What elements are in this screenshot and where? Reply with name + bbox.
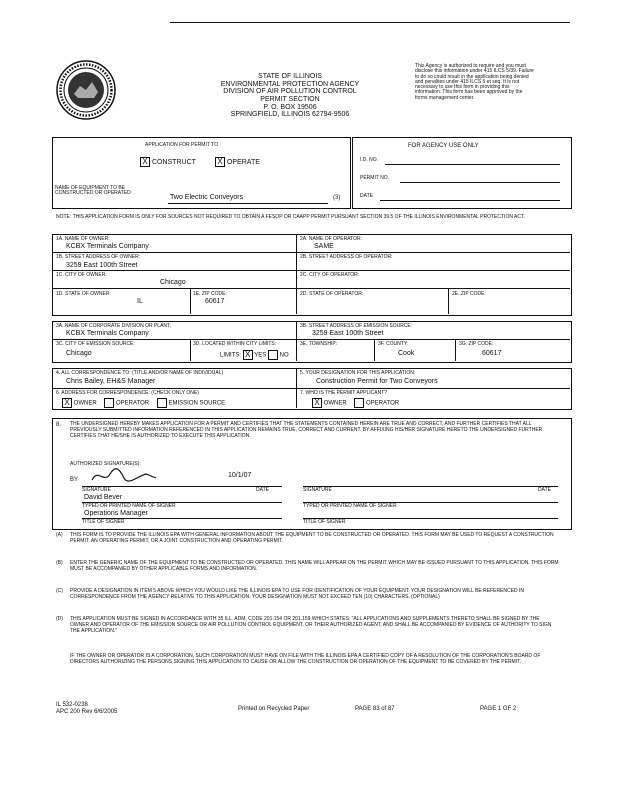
instr-corp-text: IF THE OWNER OR OPERATOR IS A CORPORATION, SUCH CORPORATION MUST HAVE ON FILE WITH THE ILLINOIS EPA A CERTIFIED COPY OF A RESOLUTION OF THE CORPORATION'S BOARD OF DIRECTORS AUTHORIZING THE PERSONS SIGNING THIS APPLICATION TO CAUSE OR ALLOW THE CONSTRUCTION OR OPERATION OF THE EQUIPMENT TO BE COVERED BY THE PERMIT. <box>70 653 541 665</box>
operator-street-label: 2B. STREET ADDRESS OF OPERATOR: <box>300 254 393 260</box>
privacy-notice: This Agency is authorized to require and you must disclose this information under 415 ILCS 5/39. Failure to do so could result in the application being denied and penalties under 415 ILCS 5 et seq. It is not necessary to use this form in providing this information. This form has been approved by the forms management center. <box>415 63 534 101</box>
signature-label-2: SIGNATURE <box>303 487 332 493</box>
located-label: 3D. LOCATED WITHIN CITY LIMITS: <box>193 341 277 347</box>
operator-name: SAME <box>314 243 334 250</box>
plant-street-label: 3B. STREET ADDRESS OF EMISSION SOURCE: <box>300 323 413 329</box>
instr-d-num: (D) <box>56 616 63 622</box>
address-emission-checkbox[interactable] <box>157 398 167 408</box>
owner-city: Chicago <box>160 279 186 286</box>
instr-a-num: (A) <box>56 532 63 538</box>
header-line-5: P. O. BOX 19506 <box>263 103 317 111</box>
signature-image-icon <box>90 466 160 486</box>
plant-name: KCBX Terminals Company <box>66 330 149 337</box>
construct-option <box>140 157 196 167</box>
applicant-operator-checkbox[interactable] <box>354 398 364 408</box>
note: NOTE: THIS APPLICATION FORM IS ONLY FOR SOURCES NOT REQUIRED TO OBTAIN A FESOP OR CAAPP PERMIT PURSUANT SECTION 39.5 OF THE ILLINOIS ENVIRONMENTAL PROTECTION ACT. <box>56 214 525 220</box>
county-label: 3F. COUNTY: <box>378 341 409 347</box>
owner-state: IL <box>137 298 143 305</box>
applicant-owner-checkbox[interactable]: X <box>312 398 322 408</box>
operator-zip-label: 2E. ZIP CODE: <box>452 291 486 297</box>
recycled-note: Printed on Recycled Paper <box>238 706 310 712</box>
date-label-1: DATE <box>256 487 269 493</box>
instr-c-text: PROVIDE A DESIGNATION IN ITEM 5 ABOVE WHICH YOU WOULD LIKE THE ILLINOIS EPA TO USE FOR IDENTIFICATION OF YOUR EQUIPMENT. YOUR DESIGNATION WILL BE REFERENCED IN CORRESPONDENCE FROM THE AGENCY RELATIVE TO THIS APPLICATION. YOUR DESIGNATION MUST NOT EXCEED TEN (10) CHARACTERS. (OPTIONAL) <box>70 588 524 600</box>
header-line-2: ENVIRONMENTAL PROTECTION AGENCY <box>220 80 360 88</box>
page-number: PAGE 1 OF 2 <box>480 706 517 712</box>
plant-city-label: 3C. CITY OF EMISSION SOURCE: <box>56 341 135 347</box>
owner-zip: 60617 <box>205 298 225 305</box>
signed-date: 10/1/07 <box>228 472 252 479</box>
application-heading: APPLICATION FOR PERMIT TO <box>145 142 218 148</box>
owner-state-label: 1D. STATE OF OWNER: <box>56 291 111 297</box>
typed-name-label-2: TYPED OR PRINTED NAME OF SIGNER <box>303 503 397 509</box>
applicant-label: 7. WHO IS THE PERMIT APPLICANT? <box>300 390 388 396</box>
date-label: DATE <box>360 193 373 199</box>
operator-name-label: 2A. NAME OF OPERATOR: <box>300 236 363 242</box>
owner-street-label: 1B. STREET ADDRESS OF OWNER: <box>56 254 141 260</box>
limits-no-checkbox[interactable] <box>268 350 278 360</box>
owner-zip-label: 1E. ZIP CODE: <box>193 291 227 297</box>
top-rule <box>170 22 570 23</box>
title-label-2: TITLE OF SIGNER <box>303 519 346 525</box>
plant-city: Chicago <box>66 350 92 357</box>
instr-b-num: (B) <box>56 560 63 566</box>
owner-city-label: 1C. CITY OF OWNER: <box>56 272 107 278</box>
permit-label: PERMIT NO. <box>360 175 390 181</box>
designation-label: 5. YOUR DESIGNATION FOR THIS APPLICATION: <box>300 370 416 376</box>
typed-name-label-1: TYPED OR PRINTED NAME OF SIGNER <box>82 503 176 509</box>
plant-zip: 60617 <box>482 350 502 357</box>
header-line-1: STATE OF ILLINOIS <box>258 73 322 80</box>
id-label: I.D. NO. <box>360 157 379 163</box>
operate-label: OPERATE <box>226 158 260 166</box>
construct-checkbox[interactable]: X <box>140 157 150 167</box>
equipment-value: Two Electric Conveyors <box>170 194 244 201</box>
page-of: PAGE 83 of 87 <box>355 706 395 712</box>
equipment-label: NAME OF EQUIPMENT TO BE CONSTRUCTED OR OPERATED <box>55 185 131 197</box>
signer-title: Operations Manager <box>84 510 148 517</box>
operate-option <box>215 157 260 167</box>
operator-city-label: 2C. CITY OF OPERATOR: <box>300 272 360 278</box>
owner-street: 3259 East 100th Street <box>66 262 138 269</box>
title-label-1: TITLE OF SIGNER <box>82 519 125 525</box>
city-limits-option: LIMITS: X YES NO <box>220 350 289 359</box>
operate-checkbox[interactable]: X <box>215 157 225 167</box>
instr-d-text: THIS APPLICATION MUST BE SIGNED IN ACCORDANCE WITH 35 ILL. ADM. CODE 201.154 OR 201.159 WHICH STATES: "ALL APPLICATIONS AND SUPPLEMENTS THERETO SHALL BE SIGNED BY THE OWNER AND OPERATOR OF THE EMISSION SOURCE OR AIR POLLUTION CONTROL EQUIPMENT, OR THEIR AUTHORIZED AGENT, AND SHALL BE ACCOMPANIED BY EVIDENCE OF AUTHORITY TO SIGN THE APPLICATION." <box>70 616 552 634</box>
construct-label: CONSTRUCT <box>151 158 196 166</box>
county: Cook <box>398 350 415 357</box>
instr-a-text: THIS FORM IS TO PROVIDE THE ILLINOIS EPA WITH GENERAL INFORMATION ABOUT THE EQUIPMENT TO BE CONSTRUCTED OR OPERATED. THIS FORM MAY BE USED TO REQUEST A CONSTRUCTION PERMIT, AN OPERATING PERMIT, OR A JOINT CONSTRUCTION AND OPERATING PERMIT. <box>70 532 554 544</box>
header-line-4: PERMIT SECTION <box>260 96 320 104</box>
agency-heading: FOR AGENCY USE ONLY <box>408 143 479 149</box>
address-options: X OWNER OPERATOR EMISSION SOURCE <box>62 398 225 408</box>
plant-street: 3259 East 100th Street <box>312 330 384 337</box>
form-number: IL 532-0238 APC 200 Rev 6/6/2005 <box>56 702 118 715</box>
state-seal-icon <box>56 60 116 120</box>
header-line-6: SPRINGFIELD, ILLINOIS 62794-9506 <box>230 111 350 119</box>
signature-label-1: SIGNATURE <box>82 487 111 493</box>
cert-text: THE UNDERSIGNED HEREBY MAKES APPLICATION FOR A PERMIT AND CERTIFIES THAT THE STATEMENTS CONTAINED HEREIN ARE TRUE AND CORRECT, AND FURTHER CERTIFIES THAT ALL PREVIOUSLY SUBMITTED INFORMATION REFERENCED IN THIS APPLICATION REMAINS TRUE, CORRECT AND CURRENT. BY AFFIXING HIS/HER SIGNATURE HERETO THE UNDERSIGNED FURTHER CERTIFIES THAT HE/SHE IS AUTHORIZED TO EXECUTE THIS APPLICATION. <box>70 421 543 439</box>
date-label-2: DATE <box>538 487 551 493</box>
address-owner-checkbox[interactable]: X <box>62 398 72 408</box>
instr-c-num: (C) <box>56 588 63 594</box>
header-line-3: DIVISION OF AIR POLLUTION CONTROL <box>223 88 357 96</box>
designation: Construction Permit for Two Conveyors <box>316 378 438 385</box>
plant-zip-label: 3G. ZIP CODE: <box>459 341 494 347</box>
address-label: 6. ADDRESS FOR CORRESPONDENCE: (CHECK ONLY ONE) <box>56 390 199 396</box>
correspondence-to-label: 4. ALL CORRESPONDENCE TO: (TITLE AND/OR NAME OF INDIVIDUAL) <box>56 370 224 376</box>
township-label: 3E. TOWNSHIP: <box>300 341 338 347</box>
authorized-label: AUTHORIZED SIGNATURE(S): <box>70 461 141 467</box>
signer-name: David Bever <box>84 494 123 501</box>
address-operator-checkbox[interactable] <box>104 398 114 408</box>
correspondence-to: Chris Bailey, EH&S Manager <box>66 378 156 385</box>
item-num: (3) <box>333 195 341 201</box>
applicant-options: X OWNER OPERATOR <box>312 398 399 408</box>
agency-header <box>185 73 395 119</box>
owner-name: KCBX Terminals Company <box>66 243 149 250</box>
by-label: BY <box>70 477 79 483</box>
instr-b-text: ENTER THE GENERIC NAME OF THE EQUIPMENT TO BE CONSTRUCTED OR OPERATED. THIS NAME WILL APPEAR ON THE PERMIT WHICH MAY BE ISSUED PURSUANT TO THIS APPLICATION. THIS FORM MUST BE ACCOMPANIED BY OTHER APPLICABLE FORMS AND INFORMATION. <box>70 560 559 572</box>
cert-number: 8. <box>56 422 62 428</box>
operator-state-label: 2D. STATE OF OPERATOR: <box>300 291 364 297</box>
plant-name-label: 3A. NAME OF CORPORATE DIVISION OR PLANT: <box>56 323 171 329</box>
limits-yes-checkbox[interactable]: X <box>243 350 253 360</box>
owner-name-label: 1A. NAME OF OWNER: <box>56 236 110 242</box>
